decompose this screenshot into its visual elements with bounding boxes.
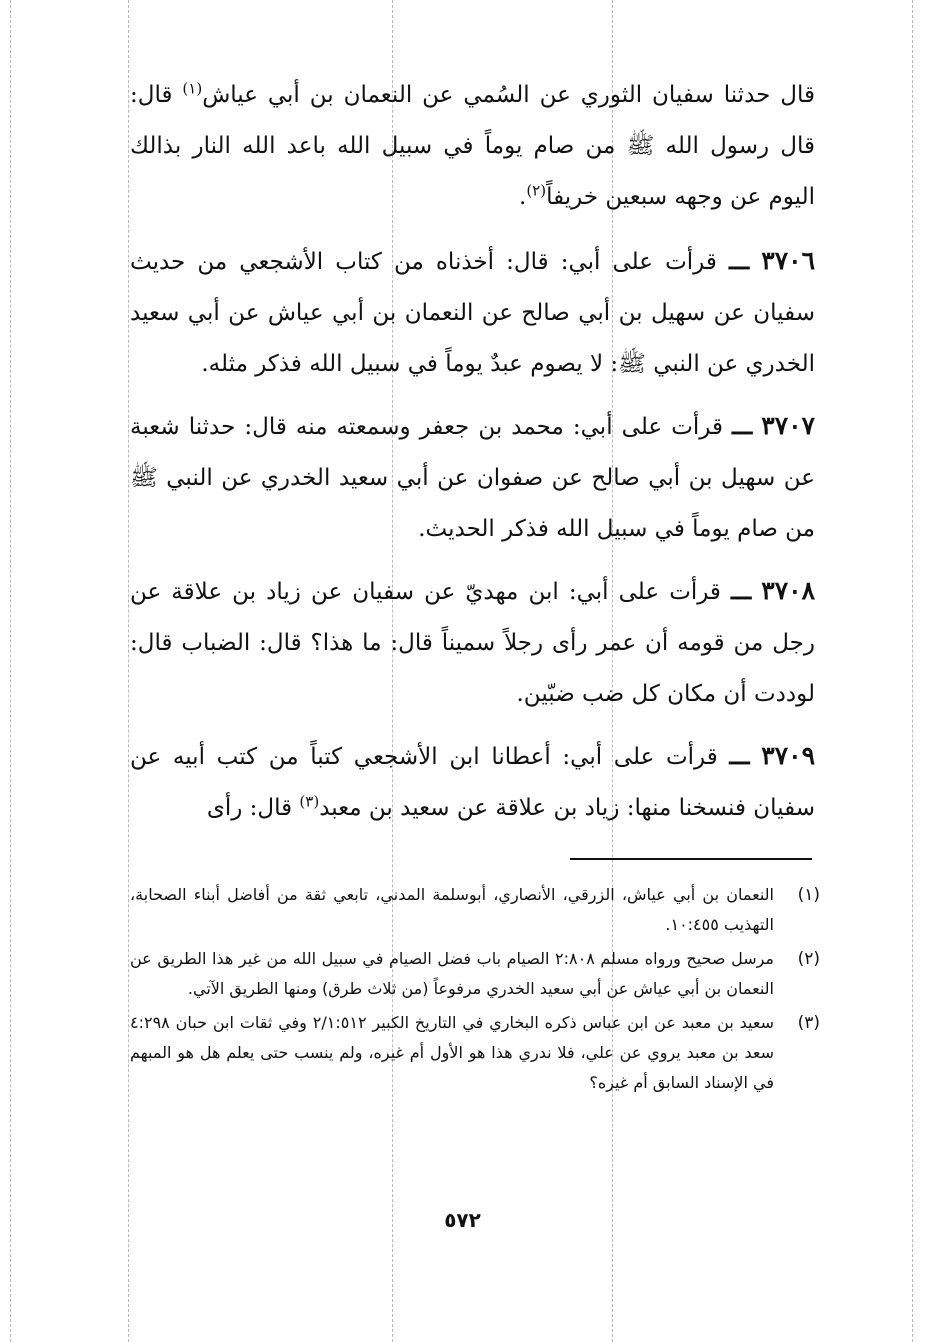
separator-dash: ـــ bbox=[731, 578, 752, 605]
scan-edge-line bbox=[912, 0, 913, 1342]
footnote-ref: (١) bbox=[182, 79, 203, 98]
footnote-text: سعيد بن معبد عن ابن عباس ذكره البخاري في التاريخ الكبير ٢/١:٥١٢ وفي ثقات ابن حبان ٤:٢٩٨ سعد بن معبد يروي عن علي، فلا ندري هذا هو الأول أم غيره، ولم ينسب حتى يعلم هل هو المبهم في الإسناد السابق أم غيره؟ bbox=[130, 1013, 774, 1092]
footnote-3 bbox=[130, 1008, 820, 1098]
page-number: ٥٧٢ bbox=[444, 1208, 481, 1232]
footnote-divider bbox=[570, 858, 812, 860]
footnote-1 bbox=[130, 880, 820, 940]
paragraph-ending: . bbox=[519, 184, 527, 210]
paragraph-text: قال: رأى bbox=[206, 795, 300, 821]
paragraph-3709 bbox=[130, 730, 815, 834]
scan-guide-line bbox=[128, 0, 129, 1342]
separator-dash: ـــ bbox=[728, 248, 750, 275]
footnote-ref: (٢) bbox=[526, 181, 547, 200]
paragraph-intro bbox=[130, 70, 815, 223]
main-text bbox=[130, 70, 815, 844]
footnotes bbox=[130, 880, 820, 1102]
footnote-text: النعمان بن أبي عياش، الزرقي، الأنصاري، أبوسلمة المدني، تابعي ثقة من أفاضل أبناء الصحابة، التهذيب ١٠:٤٥٥. bbox=[130, 885, 774, 934]
hadith-number: ٣٧٠٧ bbox=[761, 411, 816, 440]
footnote-text: مرسل صحيح ورواه مسلم ٢:٨٠٨ الصيام باب فضل الصيام في سبيل الله من غير هذا الطريق عن النعمان بن أبي عياش عن أبي سعيد الخدري مرفوعاً (من ثلاث طرق) ومنها الطريق الآتي. bbox=[130, 949, 774, 998]
paragraph-text: قرأت على أبي: أعطانا ابن الأشجعي كتباً من كتب أبيه عن سفيان فنسخنا منها: زياد بن علاقة عن سعيد بن معبد bbox=[130, 744, 815, 821]
footnote-label: (٢) bbox=[797, 949, 820, 969]
separator-dash: ـــ bbox=[732, 413, 753, 440]
paragraph-text: قرأت على أبي: ابن مهديّ عن سفيان عن زياد بن علاقة عن رجل من قومه أن عمر رأى رجلاً سميناً قال: ما هذا؟ قال: الضباب قال: لوددت أن مكان كل ضب ضبّين. bbox=[130, 579, 815, 707]
footnote-label: (١) bbox=[797, 885, 820, 905]
separator-dash: ـــ bbox=[729, 743, 750, 770]
hadith-number: ٣٧٠٩ bbox=[761, 741, 816, 770]
paragraph-text: قرأت على أبي: قال: أخذناه من كتاب الأشجعي من حديث سفيان عن سهيل بن أبي صالح عن النعمان بن أبي عياش عن أبي سعيد الخدري عن النبي ﷺ: لا يصوم عبدٌ يوماً في سبيل الله فذكر مثله. bbox=[130, 249, 815, 377]
footnote-label: (٣) bbox=[797, 1013, 820, 1033]
paragraph-text: قال: قال رسول الله ﷺ من صام يوماً في سبيل الله باعد الله النار بذالك اليوم عن وجهه سبعين خريفاً bbox=[130, 82, 815, 210]
hadith-number: ٣٧٠٦ bbox=[761, 246, 816, 275]
paragraph-text: قرأت على أبي: محمد بن جعفر وسمعته منه قال: حدثنا شعبة عن سهيل بن أبي صالح عن صفوان عن أبي سعيد الخدري عن النبي ﷺ من صام يوماً في سبيل الله فذكر الحديث. bbox=[130, 414, 815, 542]
paragraph-3708 bbox=[130, 565, 815, 720]
paragraph-3707 bbox=[130, 400, 815, 555]
scan-edge-line bbox=[10, 0, 11, 1342]
paragraph-text: قال حدثنا سفيان الثوري عن السُمي عن النعمان بن أبي عياش bbox=[202, 82, 816, 108]
footnote-ref: (٣) bbox=[299, 792, 320, 811]
hadith-number: ٣٧٠٨ bbox=[761, 576, 816, 605]
footnote-2 bbox=[130, 944, 820, 1004]
paragraph-3706 bbox=[130, 235, 815, 390]
